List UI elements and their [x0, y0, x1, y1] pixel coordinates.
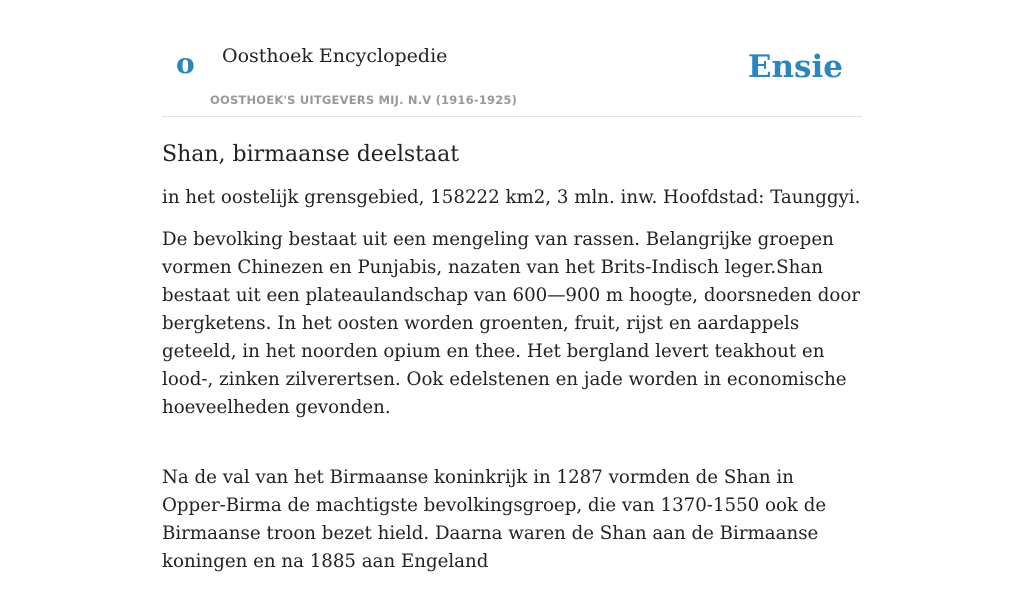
article-paragraph: Na de val van het Birmaanse koninkrijk in 1287 vormden de Shan in Opper-Birma de machtigste bevolkingsgroep, die van 1370-1550 ook de Birmaanse troon bezet hield. Daarna waren de Shan aan de Birmaanse koningen en na 1885 aan Engeland	[162, 467, 827, 572]
header	[162, 0, 862, 117]
article-paragraph: in het oostelijk grensgebied, 158222 km2, 3 mln. inw. Hoofdstad: Taunggyi.	[162, 187, 861, 208]
source-subtitle: OOSTHOEK'S UITGEVERS MIJ. N.V (1916-1925)	[210, 93, 518, 107]
article-title: Shan, birmaanse deelstaat	[162, 142, 460, 167]
paragraph-spacer	[162, 436, 862, 464]
article	[162, 138, 862, 590]
article-paragraph: De bevolking bestaat uit een mengeling van rassen. Belangrijke groepen vormen Chinezen en Punjabis, nazaten van het Brits-Indisch leger.Shan bestaat uit een plateaulandschap van 600—900 m hoogte, doorsneden door bergketens. In het oosten worden groenten, fruit, rijst en aardappels geteeld, in het noorden opium en thee. Het bergland levert teakhout en lood-, zinken zilverertsen. Ook edelstenen en jade worden in economische hoeveelheden gevonden.	[162, 229, 861, 418]
source-logo[interactable]: o	[176, 47, 195, 80]
page	[162, 0, 862, 572]
source-title[interactable]: Oosthoek Encyclopedie	[222, 45, 448, 67]
brand-logo-link[interactable]: Ensie	[747, 49, 843, 85]
